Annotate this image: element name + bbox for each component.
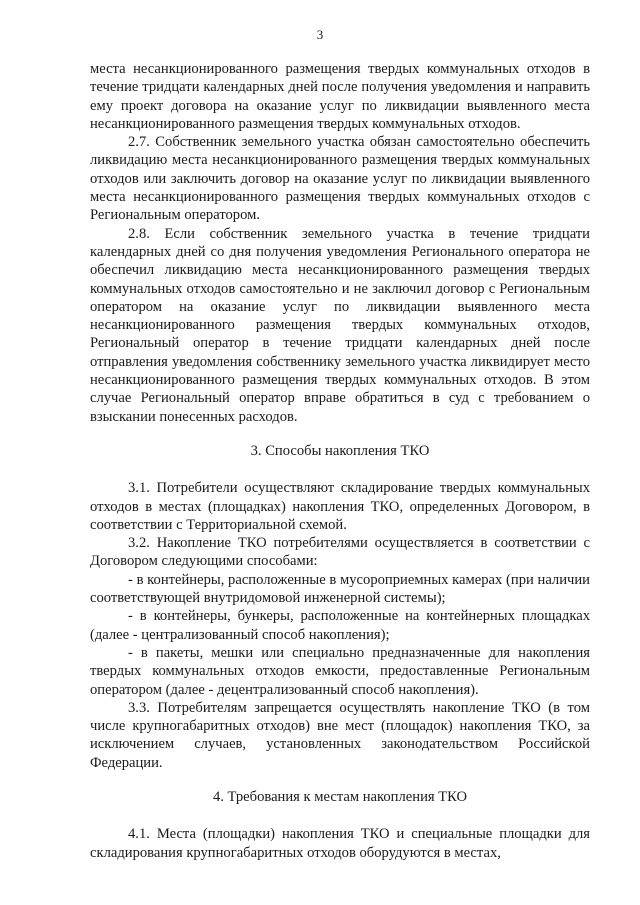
section-heading-3: 3. Способы накопления ТКО [250, 442, 430, 459]
paragraph-3-1: 3.1. Потребители осуществляют складирование твердых коммунальных отходов в местах (площадках) накопления ТКО, определенных Договором, в соответствии с Территориальной схемой. [90, 480, 590, 533]
paragraph-intro: места несанкционированного размещения твердых коммунальных отходов в течение тридцати календарных дней после получения уведомления и направить ему проект договора на оказание услуг по ликвидации выявленного места несанкционированного размещения твердых коммунальных отходов. [90, 61, 590, 132]
paragraph-3-3: 3.3. Потребителям запрещается осуществлять накопление ТКО (в том числе крупногабаритных отходов) вне мест (площадок) накопления ТКО, за исключением случаев, установленных законодательством Российской Федерации. [90, 699, 590, 771]
paragraph-2-8: 2.8. Если собственник земельного участка в течение тридцати календарных дней со дня получения уведомления Регионального оператора не обеспечил ликвидацию места несанкционированного размещения твердых коммунальных отходов самостоятельно и не заключил договор с Региональным оператором на оказание услуг по ликвидации выявленного места несанкционированного размещения твердых коммунальных отходов, Региональный оператор в течение тридцати календарных дней после отправления уведомления собственнику земельного участка ликвидирует место несанкционированного размещения твердых коммунальных отходов. В этом случае Региональный оператор вправе обратиться в суд с требованием о взыскании понесенных расходов. [90, 225, 590, 425]
list-item-bags: - в пакеты, мешки или специально предназначенные для накопления твердых коммунальных отходов емкости, предоставленные Региональным оператором (далее - децентрализованный способ накопления). [90, 644, 590, 698]
list-item-containers-chambers: - в контейнеры, расположенные в мусороприемных камерах (при наличии соответствующей внутридомовой инженерной системы); [90, 571, 590, 607]
list-item-containers-sites: - в контейнеры, бункеры, расположенные на контейнерных площадках (далее - централизованный способ накопления); [90, 608, 590, 643]
section-heading-4: 4. Требования к местам накопления ТКО [212, 788, 468, 805]
paragraph-2-7: 2.7. Собственник земельного участка обязан самостоятельно обеспечить ликвидацию места несанкционированного размещения твердых коммунальных отходов или заключить договор на оказание услуг по ликвидации выявленного места несанкционированного размещения твердых коммунальных отходов с Региональным оператором. [90, 134, 590, 224]
document-body [90, 60, 590, 862]
paragraph-3-2: 3.2. Накопление ТКО потребителями осуществляется в соответствии с Договором следующими способами: [90, 535, 590, 570]
page-number: 3 [316, 27, 324, 42]
paragraph-4-1: 4.1. Места (площадки) накопления ТКО и специальные площадки для складирования крупногабаритных отходов оборудуются в местах, [90, 826, 590, 861]
